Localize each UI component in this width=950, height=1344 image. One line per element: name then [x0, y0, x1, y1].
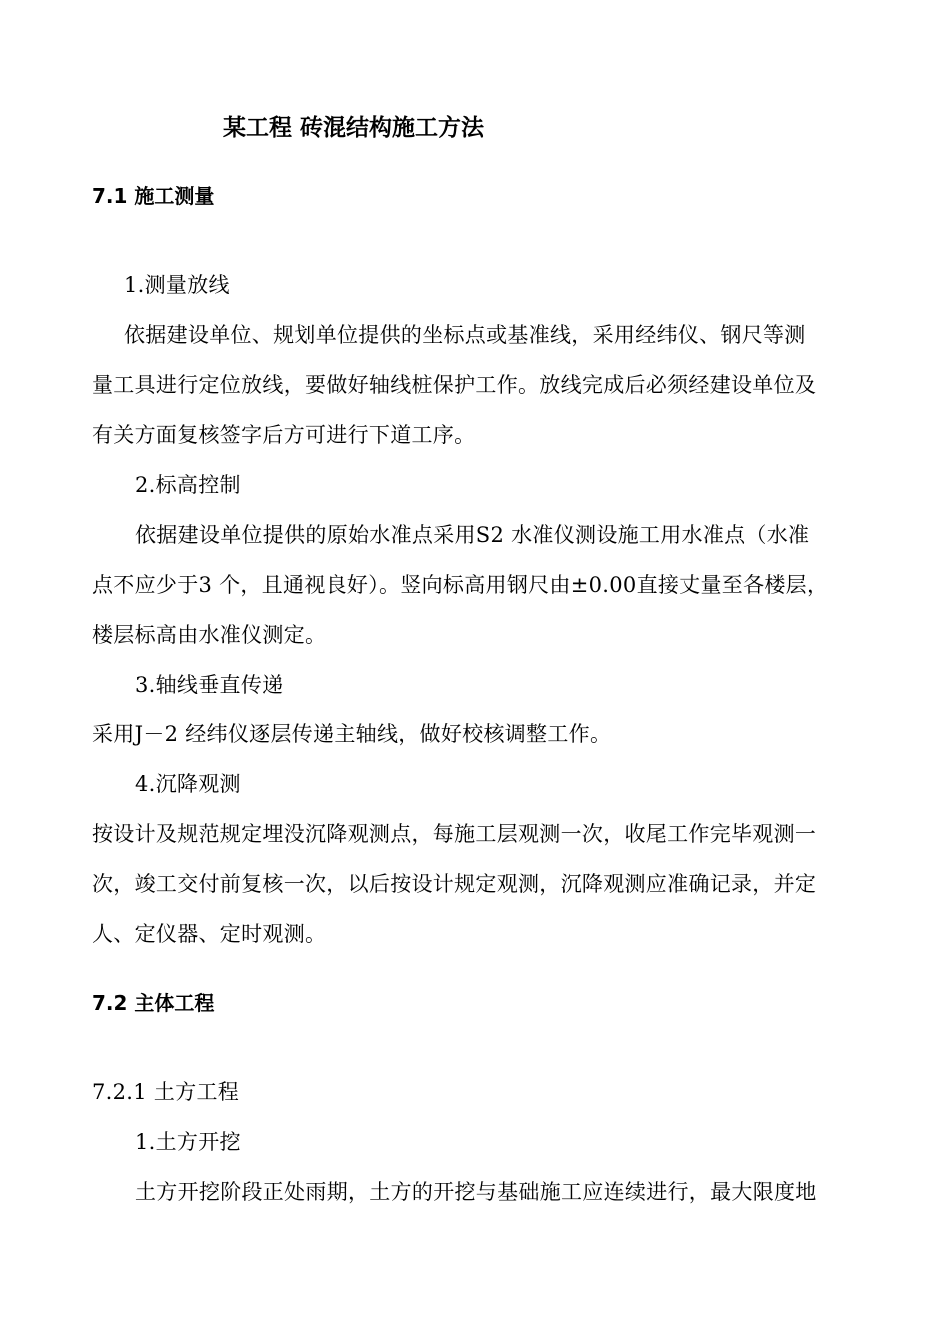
item-heading-earth-excavation: 1.土方开挖 — [135, 1130, 241, 1154]
paragraph-line: 点不应少于3 个，且通视良好）。竖向标高用钢尺由±0.00直接丈量至各楼层， — [92, 573, 829, 597]
item-heading-elevation-control: 2.标高控制 — [135, 473, 241, 497]
paragraph-line: 人、定仪器、定时观测。 — [92, 922, 327, 946]
paragraph-line: 土方开挖阶段正处雨期，土方的开挖与基础施工应连续进行，最大限度地 — [135, 1180, 817, 1204]
paragraph-line: 按设计及规范规定埋没沉降观测点，每施工层观测一次，收尾工作完毕观测一 — [92, 822, 817, 846]
paragraph-line: 有关方面复核签字后方可进行下道工序。 — [92, 423, 476, 447]
subsection-heading-7-2-1: 7.2.1 土方工程 — [92, 1080, 240, 1104]
item-heading-survey-layout: 1.测量放线 — [124, 273, 230, 297]
paragraph-line: 次，竣工交付前复核一次，以后按设计规定观测，沉降观测应准确记录，并定 — [92, 872, 817, 896]
section-heading-7-2: 7.2 主体工程 — [92, 991, 215, 1015]
paragraph-line: 依据建设单位提供的原始水准点采用S2 水准仪测设施工用水准点（水准 — [135, 523, 810, 547]
paragraph-line: 依据建设单位、规划单位提供的坐标点或基准线，采用经纬仪、钢尺等测 — [124, 323, 806, 347]
item-heading-settlement-observation: 4.沉降观测 — [135, 772, 241, 796]
item-heading-axis-transfer: 3.轴线垂直传递 — [135, 673, 284, 697]
paragraph-line: 采用J－2 经纬仪逐层传递主轴线，做好校核调整工作。 — [92, 722, 612, 746]
paragraph-line: 楼层标高由水准仪测定。 — [92, 623, 327, 647]
paragraph-line: 量工具进行定位放线，要做好轴线桩保护工作。放线完成后必须经建设单位及 — [92, 373, 817, 397]
section-heading-7-1: 7.1 施工测量 — [92, 184, 215, 208]
document-title: 某工程 砖混结构施工方法 — [223, 115, 485, 141]
